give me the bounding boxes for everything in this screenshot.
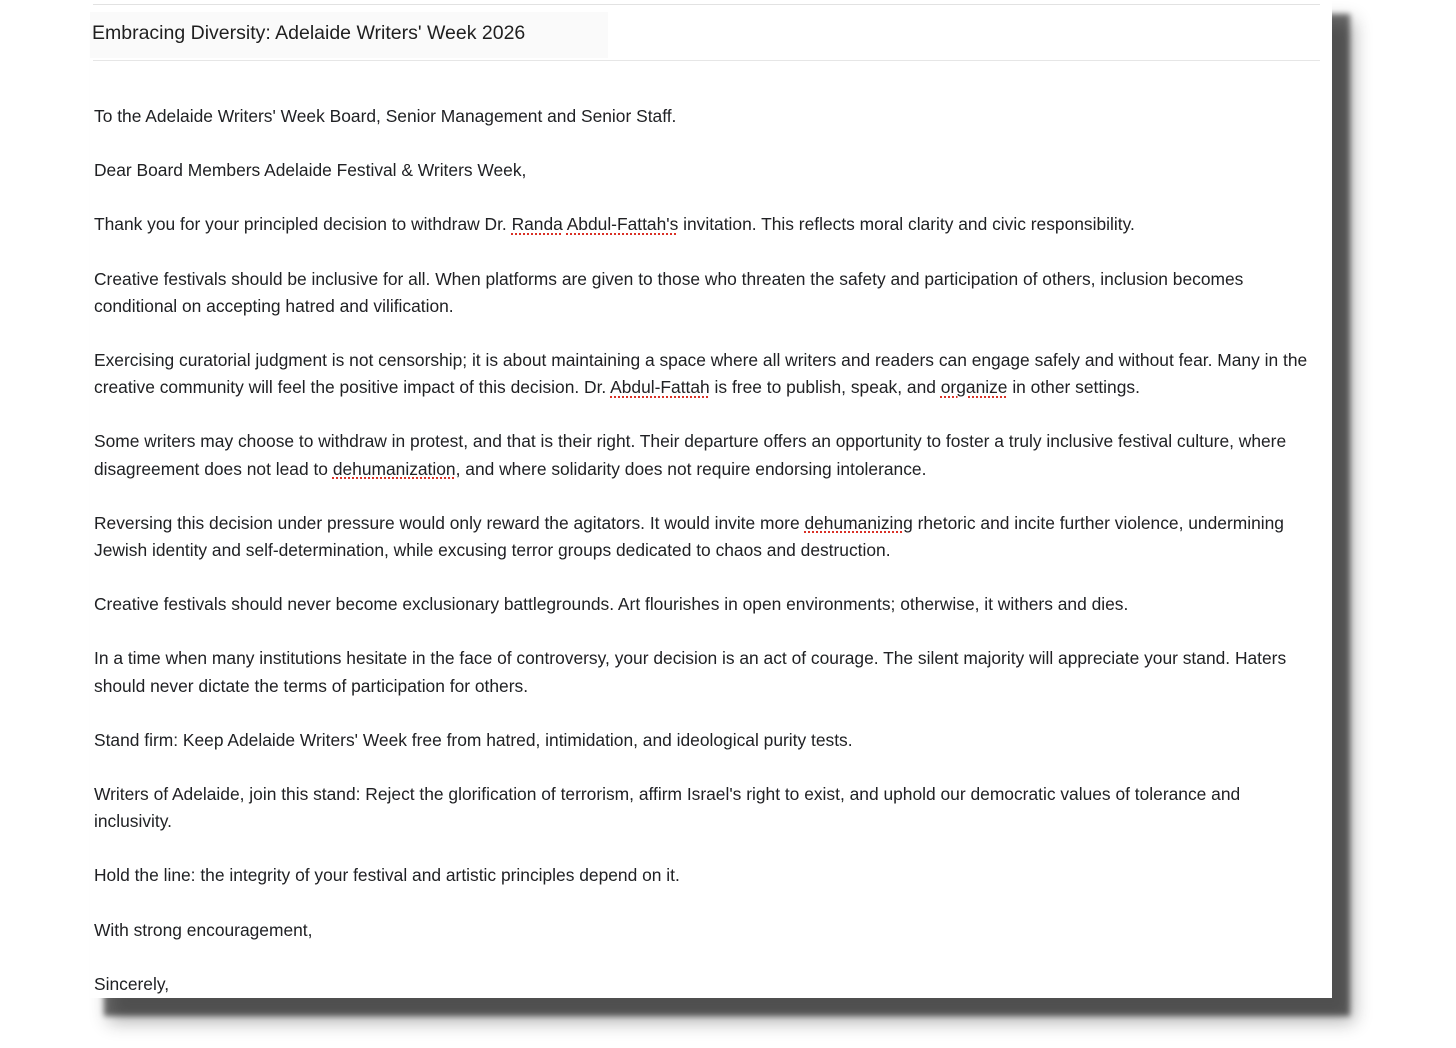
text-run: Reversing this decision under pressure would only reward the agitators. It would invite more — [94, 512, 805, 533]
body-paragraph-11: Writers of Adelaide, join this stand: Reject the glorification of terrorism, affirm Israel's right to exist, and uphold our democratic values of tolerance and inclusivity. — [94, 784, 1241, 832]
body-paragraph-2: Dear Board Members Adelaide Festival & Writers Week, — [94, 160, 527, 181]
email-body[interactable] — [94, 103, 1312, 998]
subject-bar — [90, 6, 1320, 60]
text-run: , and where solidarity does not require endorsing intolerance. — [455, 458, 927, 479]
body-paragraph-5 — [94, 347, 1312, 401]
email-window — [90, 0, 1332, 998]
spellcheck-flagged-word[interactable]: dehumanization — [332, 458, 456, 479]
body-paragraph-1: To the Adelaide Writers' Week Board, Senior Management and Senior Staff. — [94, 106, 677, 126]
body-paragraph-6 — [94, 428, 1312, 482]
spellcheck-flagged-word[interactable]: Abdul-Fattah — [610, 377, 710, 398]
body-paragraph-9: In a time when many institutions hesitate in the face of controversy, your decision is an act of courage. The silent majority will appreciate your stand. Haters should never dictate the terms of participation for others. — [94, 648, 1287, 696]
body-paragraph-3 — [94, 211, 1312, 238]
subject-divider — [93, 60, 1320, 61]
text-run: is free to publish, speak, and — [709, 377, 941, 398]
body-paragraph-7 — [94, 510, 1312, 564]
text-run: Thank you for your principled decision to withdraw Dr. — [94, 214, 512, 235]
body-paragraph-13: With strong encouragement, — [94, 919, 313, 940]
email-subject: Embracing Diversity: Adelaide Writers' Week 2026 — [92, 22, 526, 44]
spellcheck-flagged-word[interactable]: Abdul-Fattah's — [566, 214, 679, 235]
spellcheck-flagged-word[interactable]: organize — [940, 377, 1008, 398]
spellcheck-flagged-word[interactable]: dehumanizing — [804, 512, 913, 533]
body-paragraph-12: Hold the line: the integrity of your festival and artistic principles depend on it. — [94, 865, 680, 886]
body-paragraph-14: Sincerely, — [94, 973, 170, 994]
text-run: in other settings. — [1007, 377, 1140, 398]
body-paragraph-8: Creative festivals should never become exclusionary battlegrounds. Art flourishes in open environments; otherwise, it withers and dies. — [94, 594, 1129, 615]
body-paragraph-4: Creative festivals should be inclusive for all. When platforms are given to those who threaten the safety and participation of others, inclusion becomes conditional on accepting hatred and vilification. — [94, 268, 1244, 316]
spellcheck-flagged-word[interactable]: Randa — [511, 214, 563, 235]
text-run: invitation. This reflects moral clarity and civic responsibility. — [678, 214, 1135, 235]
text-run: rhetoric and incite further violence, undermining Jewish identity and self-determination, while excusing terror groups dedicated to chaos and destruction. — [94, 512, 1284, 561]
text-run: Some writers may choose to withdraw in protest, and that is their right. Their departure offers an opportunity to foster a truly inclusive festival culture, where disagreement does not lead to — [94, 431, 1287, 479]
body-paragraph-10: Stand firm: Keep Adelaide Writers' Week free from hatred, intimidation, and ideological purity tests. — [94, 729, 853, 750]
top-divider — [93, 4, 1320, 5]
text-run: Exercising curatorial judgment is not censorship; it is about maintaining a space where all writers and readers can engage safely and without fear. Many in the creative community will feel the positive impact of this decision. Dr. — [94, 350, 1308, 398]
